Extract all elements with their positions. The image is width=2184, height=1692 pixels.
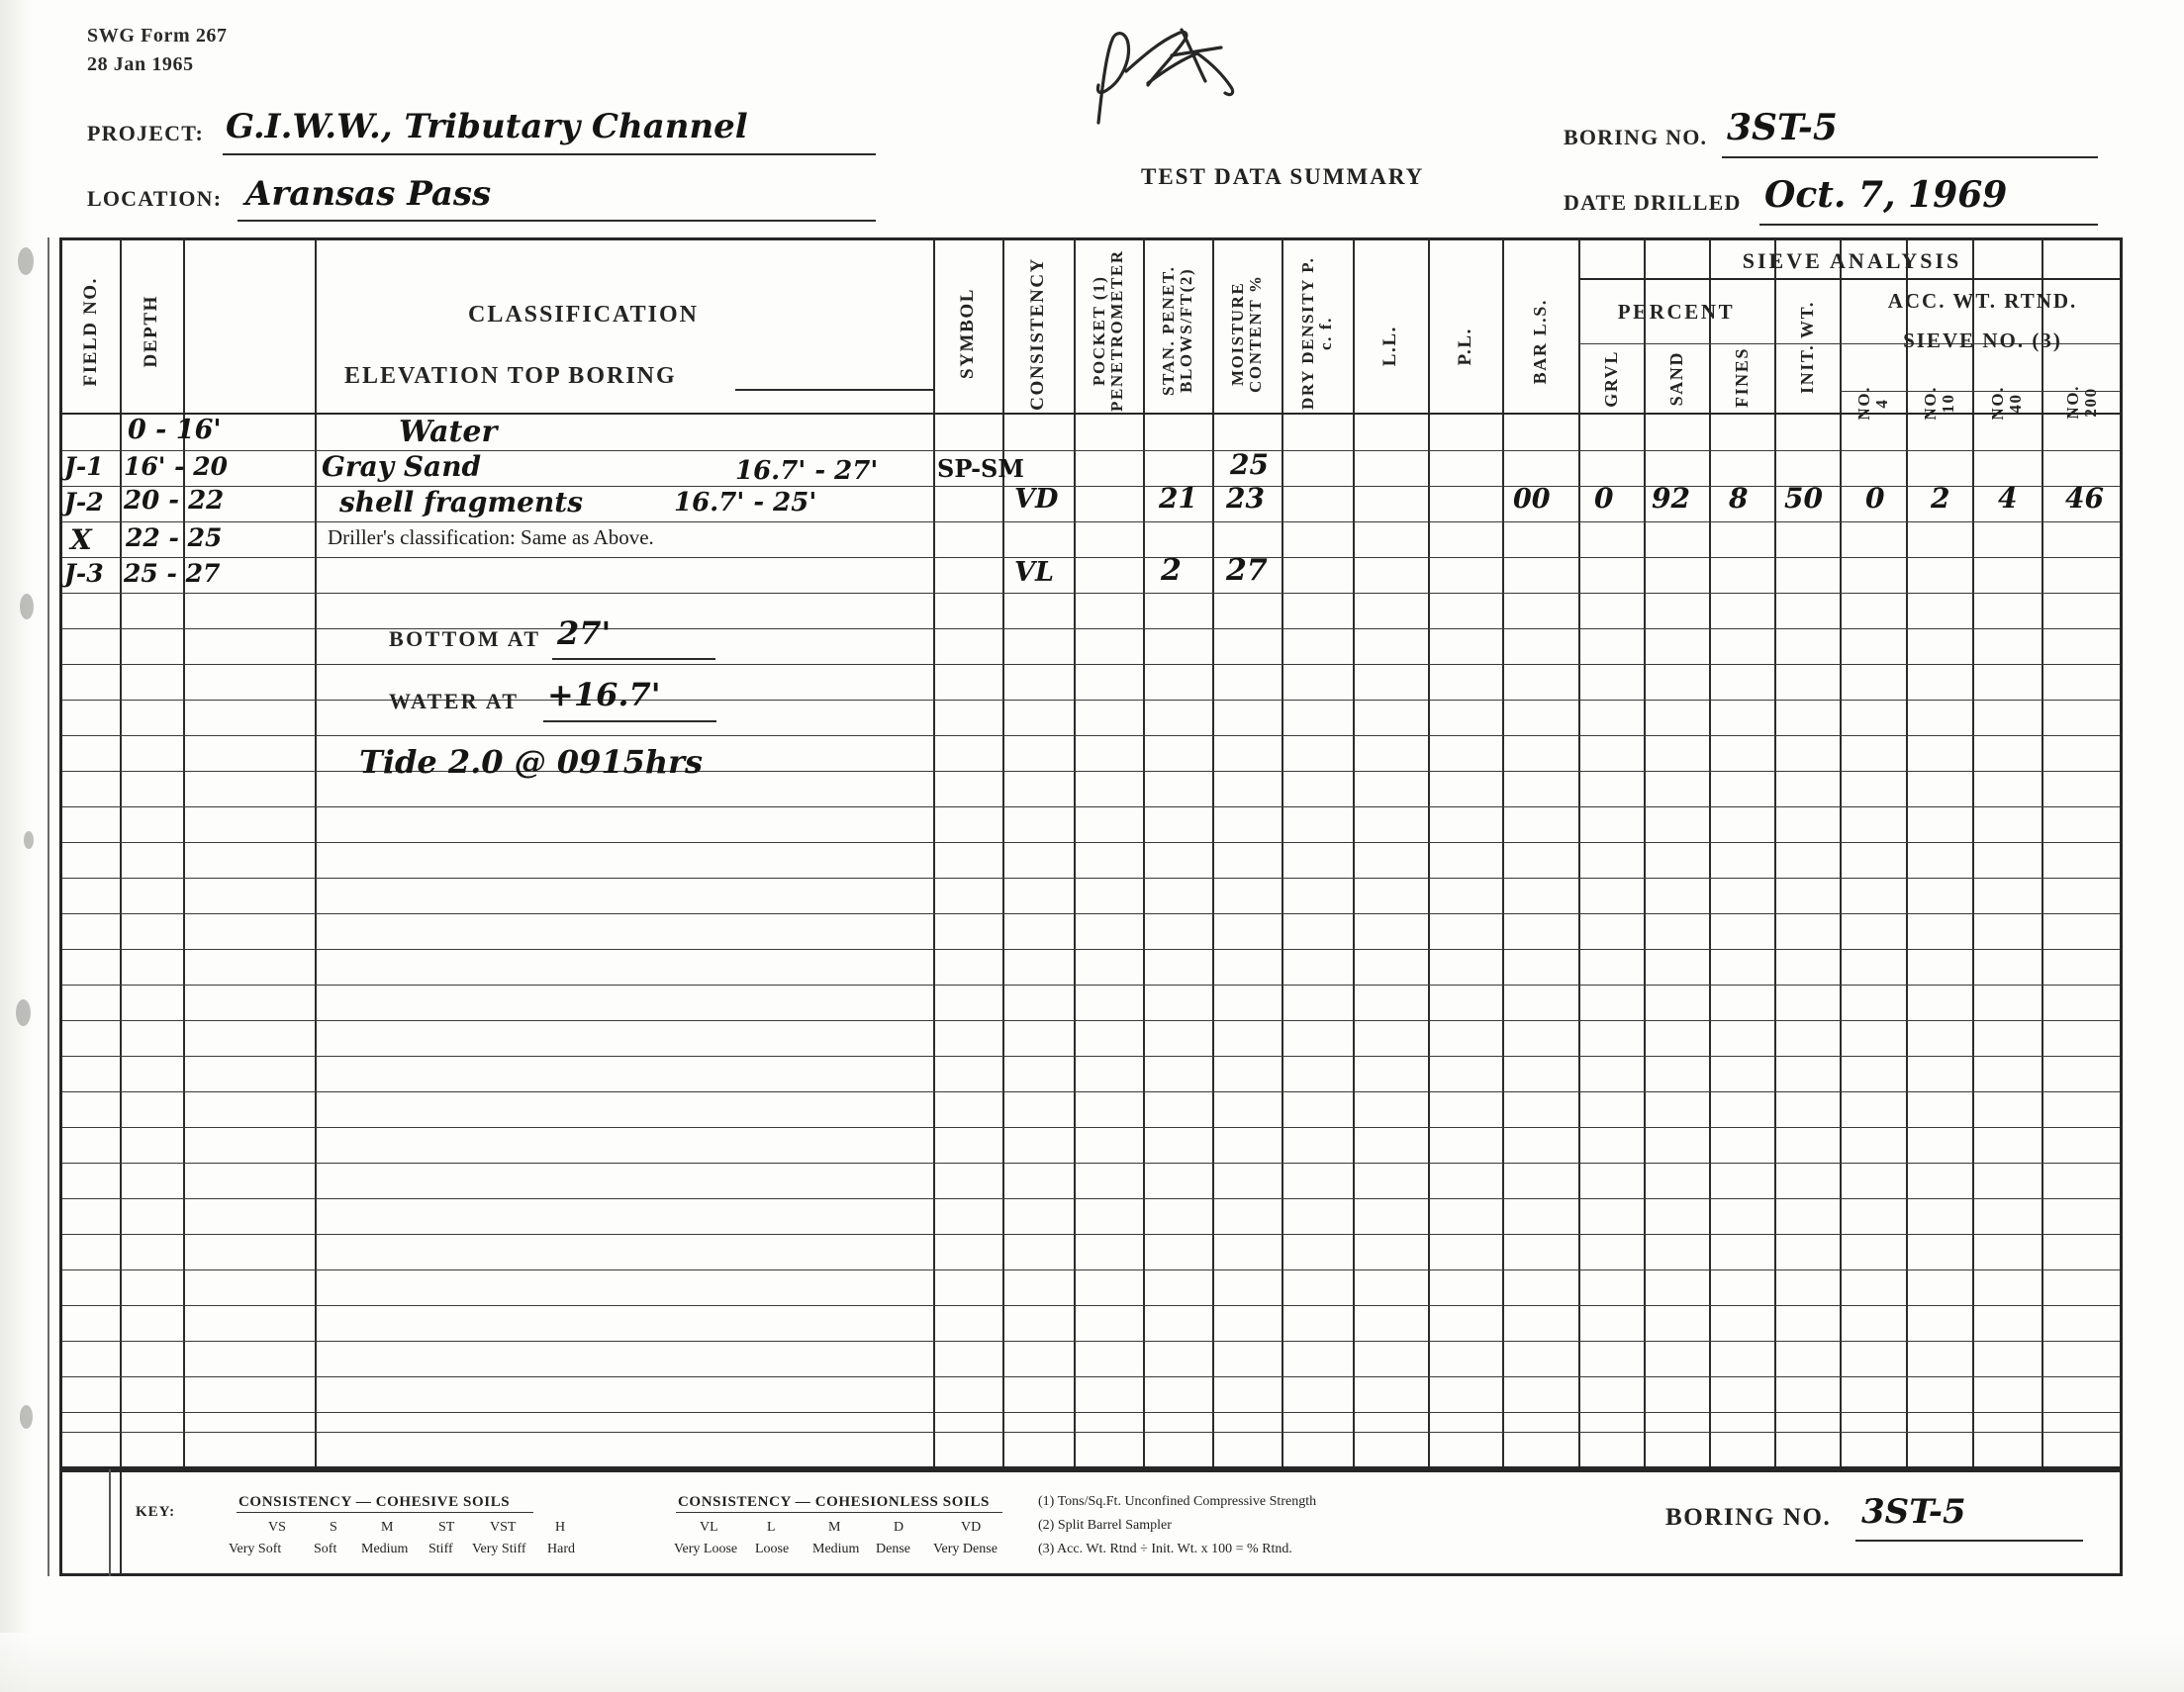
col-divider <box>1074 240 1076 1466</box>
table-row: 16.7' - 27' <box>735 456 879 486</box>
row-rule <box>62 628 2120 629</box>
legend-cohesive-abbr: ST <box>438 1520 455 1535</box>
table-row: 21 <box>1159 482 1197 515</box>
date-drilled-value: Oct. 7, 1969 <box>1764 174 2008 216</box>
row-rule <box>62 985 2120 986</box>
tide-note: Tide 2.0 @ 0915hrs <box>359 743 703 781</box>
table-row: 16.7' - 25' <box>674 488 817 517</box>
legend-cohesionless-abbr: L <box>767 1520 776 1535</box>
row-rule <box>62 949 2120 950</box>
signature-mark <box>1087 20 1324 139</box>
table-row: 25 - 27 <box>124 559 221 588</box>
table-row: J-2 <box>64 488 104 517</box>
col-header-field-no: FIELD NO. <box>80 276 102 387</box>
row-rule <box>62 557 2120 558</box>
legend-cohesive-abbr: VS <box>268 1520 286 1535</box>
legend-note-1: (1) Tons/Sq.Ft. Unconfined Compressive Strength <box>1038 1494 1317 1509</box>
col-divider <box>1353 240 1355 1466</box>
table-row: VD <box>1014 484 1059 515</box>
row-rule <box>62 1127 2120 1128</box>
col-header-stan-penet: STAN. PENET. BLOWS/FT(2) <box>1159 265 1195 396</box>
legend-cohesive-word: Medium <box>361 1542 409 1556</box>
table-row: VL <box>1014 557 1054 588</box>
row-rule <box>62 1341 2120 1342</box>
legend-cohesive-title: CONSISTENCY — COHESIVE SOILS <box>238 1494 511 1510</box>
table-row: 0 <box>1865 482 1885 515</box>
row-rule <box>62 1056 2120 1057</box>
location-label: LOCATION: <box>87 186 223 211</box>
col-header-elevation-top-boring: ELEVATION TOP BORING <box>344 363 677 389</box>
row-rule <box>62 1412 2120 1413</box>
col-divider <box>933 240 935 1466</box>
legend-key-label: KEY: <box>136 1504 176 1520</box>
legend-cohesionless-word: Dense <box>876 1542 910 1556</box>
scan-speckle <box>20 1405 33 1429</box>
row-rule <box>62 1305 2120 1306</box>
col-header-moisture-content: MOISTURE CONTENT % <box>1228 274 1265 393</box>
bottom-at-underline <box>552 658 715 660</box>
footer-boring-underline <box>1855 1540 2083 1542</box>
table-row: 22 - 25 <box>126 523 223 552</box>
col-divider <box>1002 240 1004 1466</box>
row-rule <box>62 521 2120 522</box>
row-rule <box>62 1376 2120 1377</box>
col-header-dry-density: DRY DENSITY P. c. f. <box>1298 256 1335 411</box>
table-row: 2 <box>1161 553 1182 588</box>
col-divider <box>1709 240 1711 1466</box>
table-row: 20 - 22 <box>124 486 225 516</box>
col-header-classification: CLASSIFICATION <box>468 302 699 328</box>
col-header-sieve-no: SIEVE NO. (3) <box>1903 328 2062 352</box>
project-underline <box>223 153 876 155</box>
col-header-pocket-penetrometer: POCKET (1) PENETROMETER <box>1090 249 1126 412</box>
legend-cohesionless-word: Medium <box>812 1542 860 1556</box>
header-bottom-rule <box>62 413 2120 415</box>
col-divider <box>1212 240 1214 1466</box>
table-row: 0 - 16' <box>128 415 222 445</box>
form-identifier <box>87 22 228 79</box>
footer-boring-label: BORING NO. <box>1665 1504 1832 1531</box>
row-rule <box>62 593 2120 594</box>
col-header-no40: NO. 40 <box>1988 385 2025 421</box>
legend-cohesive-underline <box>237 1512 533 1513</box>
scan-speckle <box>16 999 31 1026</box>
table-row: 00 <box>1513 484 1551 515</box>
table-row: 27 <box>1226 553 1268 588</box>
col-divider <box>1644 240 1646 1466</box>
col-header-init-wt: INIT. WT. <box>1796 301 1817 394</box>
document-stub-line <box>109 1469 111 1576</box>
table-row: 92 <box>1652 482 1690 515</box>
col-divider <box>1143 240 1145 1466</box>
col-divider <box>1972 240 1974 1466</box>
legend-cohesionless-word: Very Loose <box>674 1542 738 1556</box>
table-row: Driller's classification: Same as Above. <box>328 525 654 549</box>
legend-cohesionless-underline <box>676 1512 1002 1513</box>
form-id-line2: 28 Jan 1965 <box>87 53 194 75</box>
col-divider <box>1502 240 1504 1466</box>
legend-cohesive-word: Very Stiff <box>472 1542 526 1556</box>
row-rule <box>62 664 2120 665</box>
row-rule <box>62 1234 2120 1235</box>
col-header-consistency: CONSISTENCY <box>1027 256 1049 411</box>
legend-left-divider <box>120 1472 122 1573</box>
table-row: 2 <box>1931 482 1950 515</box>
legend-cohesionless-word: Loose <box>755 1542 790 1556</box>
col-divider <box>1282 240 1283 1466</box>
col-header-grvl: GRVL <box>1600 350 1621 408</box>
scan-speckle <box>24 831 34 849</box>
legend-cohesive-word: Very Soft <box>229 1542 282 1556</box>
col-divider <box>1840 240 1842 1466</box>
col-header-no10: NO. 10 <box>1920 385 1957 421</box>
col-header-no4: NO. 4 <box>1853 385 1891 421</box>
row-rule <box>62 1163 2120 1164</box>
scan-bottom-shadow <box>0 1633 2184 1692</box>
row-rule <box>62 842 2120 843</box>
row-rule <box>62 700 2120 701</box>
table-row: SP-SM <box>937 454 1024 483</box>
scan-speckle <box>20 594 34 619</box>
col-header-pl: P.L. <box>1454 327 1475 366</box>
col-header-depth: DEPTH <box>141 295 162 368</box>
legend-cohesionless-title: CONSISTENCY — COHESIONLESS SOILS <box>678 1494 990 1510</box>
legend-cohesive-abbr: M <box>381 1520 394 1535</box>
col-divider <box>315 240 317 1466</box>
col-header-fines: FINES <box>1731 347 1752 409</box>
bottom-at-label: BOTTOM AT <box>389 626 541 651</box>
project-label: PROJECT: <box>87 121 204 145</box>
legend-cohesive-word: Stiff <box>428 1542 453 1556</box>
legend-cohesionless-abbr: VL <box>700 1520 718 1535</box>
table-row: Water <box>399 415 498 449</box>
test-data-table <box>59 237 2123 1469</box>
col-header-bar-ls: BAR L.S. <box>1530 298 1551 385</box>
elevation-underline <box>735 389 933 391</box>
table-row: 16' - 20 <box>124 452 229 481</box>
boring-no-value: 3ST-5 <box>1727 107 1838 148</box>
row-rule <box>62 1020 2120 1021</box>
sieve-header-rule <box>1578 278 2120 280</box>
table-row: J-1 <box>64 452 104 481</box>
bottom-at-value: 27' <box>557 614 612 652</box>
footer-boring-value: 3ST-5 <box>1861 1492 1966 1532</box>
legend-note-3: (3) Acc. Wt. Rtnd ÷ Init. Wt. x 100 = % Rtnd. <box>1038 1542 1292 1556</box>
col-header-sieve-analysis: SIEVE ANALYSIS <box>1742 248 1962 273</box>
document-stub-line <box>47 237 49 1576</box>
legend-cohesionless-abbr: M <box>828 1520 841 1535</box>
water-at-value: +16.7' <box>547 676 661 713</box>
table-row: X <box>70 523 92 556</box>
row-rule <box>62 1091 2120 1092</box>
row-rule <box>62 1198 2120 1199</box>
table-row: 0 <box>1594 482 1614 515</box>
row-rule <box>62 735 2120 736</box>
legend-cohesionless-abbr: VD <box>961 1520 982 1535</box>
legend-cohesionless-abbr: D <box>894 1520 904 1535</box>
legend-cohesive-abbr: S <box>330 1520 337 1535</box>
boring-no-label: BORING NO. <box>1564 125 1708 149</box>
location-underline <box>237 220 876 222</box>
col-divider <box>2042 240 2043 1466</box>
table-row: 23 <box>1226 482 1265 515</box>
table-row: 50 <box>1784 482 1823 515</box>
scan-speckle <box>18 247 34 275</box>
water-at-underline <box>543 720 716 722</box>
legend-cohesionless-word: Very Dense <box>933 1542 997 1556</box>
col-divider <box>1774 240 1776 1466</box>
table-row: Gray Sand <box>322 450 482 483</box>
col-divider <box>1428 240 1430 1466</box>
row-rule <box>62 878 2120 879</box>
row-rule <box>62 1432 2120 1433</box>
date-drilled-label: DATE DRILLED <box>1564 190 1742 215</box>
legend-note-2: (2) Split Barrel Sampler <box>1038 1518 1172 1533</box>
table-row: J-3 <box>64 559 104 588</box>
row-rule <box>62 806 2120 807</box>
col-header-ll: L.L. <box>1379 326 1401 367</box>
col-divider <box>1578 240 1580 1466</box>
legend-box <box>59 1469 2123 1576</box>
form-id-line1: SWG Form 267 <box>87 25 228 47</box>
table-row: shell fragments <box>339 486 583 518</box>
col-header-acc-wt-rtnd: ACC. WT. RTND. <box>1887 288 2078 313</box>
legend-cohesive-word: Soft <box>314 1542 337 1556</box>
table-row: 8 <box>1729 482 1749 515</box>
col-header-symbol: SYMBOL <box>957 288 979 379</box>
col-divider <box>1906 240 1908 1466</box>
col-header-percent: PERCENT <box>1617 299 1736 324</box>
col-divider <box>120 240 122 1466</box>
row-rule <box>62 913 2120 914</box>
date-drilled-underline <box>1759 224 2098 226</box>
row-rule <box>62 1269 2120 1270</box>
boring-no-underline <box>1722 156 2098 158</box>
col-header-no200: NO. 200 <box>2063 384 2100 420</box>
legend-cohesive-abbr: H <box>555 1520 566 1535</box>
table-row: 46 <box>2065 482 2104 515</box>
legend-cohesive-abbr: VST <box>490 1520 517 1535</box>
location-value: Aransas Pass <box>245 174 492 214</box>
page-title: TEST DATA SUMMARY <box>1141 164 1425 189</box>
table-row: 25 <box>1230 448 1269 481</box>
water-at-label: WATER AT <box>389 689 520 713</box>
table-row: 4 <box>1998 482 2018 515</box>
legend-cohesive-word: Hard <box>547 1542 575 1556</box>
col-header-sand: SAND <box>1665 351 1686 407</box>
project-value: G.I.W.W., Tributary Channel <box>226 107 748 146</box>
